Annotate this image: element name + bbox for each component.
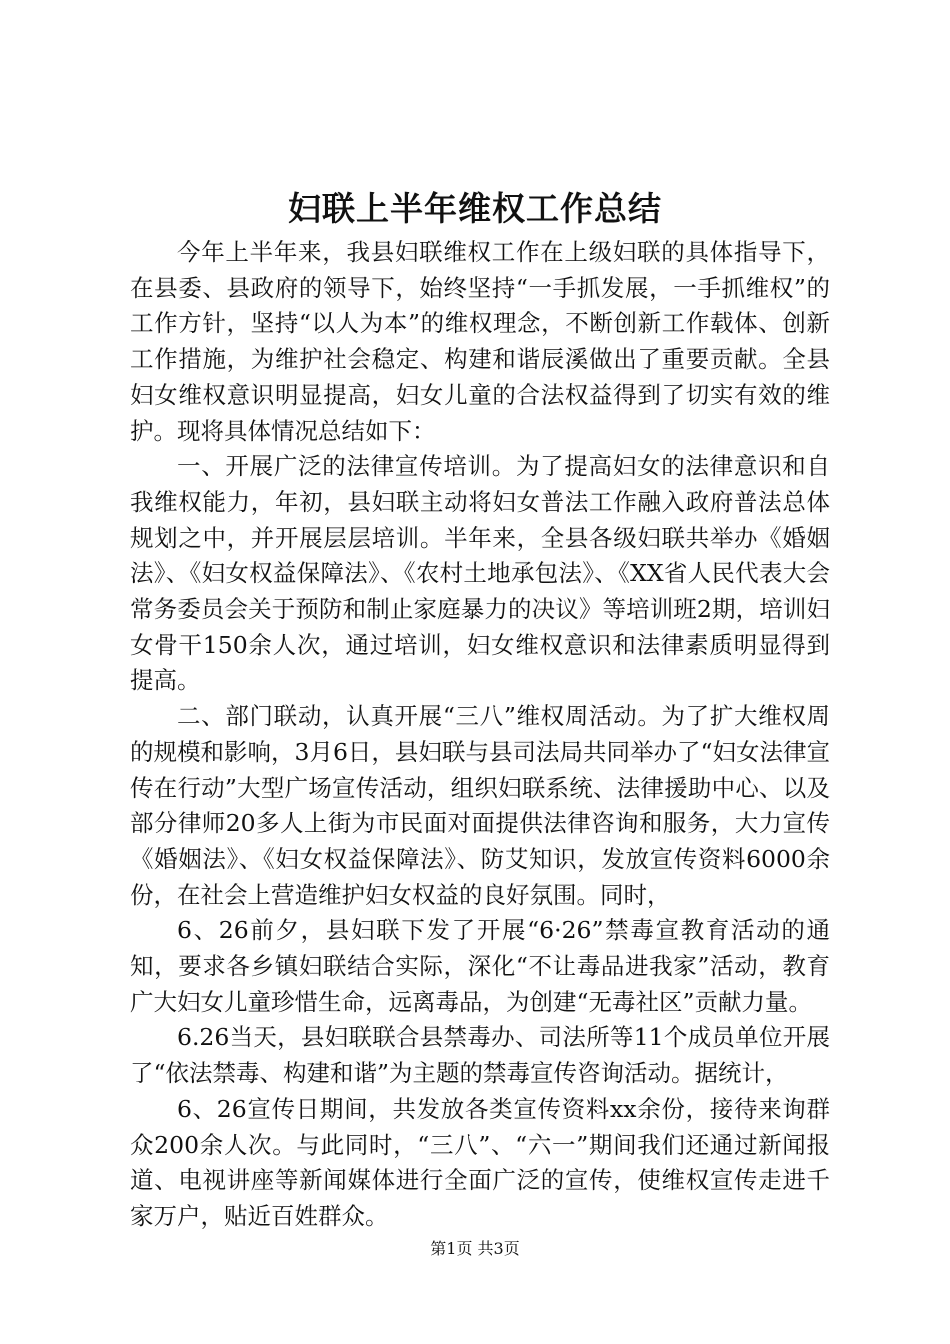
document-body — [130, 235, 830, 1235]
paragraph-anti-drug-notice: 6、26前夕，县妇联下发了开展“6·26”禁毒宣教育活动的通知，要求各乡镇妇联结合实际，深化“不让毒品进我家”活动，教育广大妇女儿童珍惜生命，远离毒品，为创建“无毒社区”贡献力量。 — [130, 916, 830, 1016]
paragraph-anti-drug-event: 6.26当天，县妇联联合县禁毒办、司法所等11个成员单位开展了“依法禁毒、构建和谐”为主题的禁毒宣传咨询活动。据统计， — [130, 1023, 830, 1088]
page-number: 第1页 共3页 — [430, 1239, 520, 1258]
paragraph-intro: 今年上半年来，我县妇联维权工作在上级妇联的具体指导下，在县委、县政府的领导下，始终坚持“一手抓发展，一手抓维权”的工作方针，坚持“以人为本”的维权理念，不断创新工作载体、创新工作措施，为维护社会稳定、构建和谐辰溪做出了重要贡献。全县妇女维权意识明显提高，妇女儿童的合法权益得到了切实有效的维护。现将具体情况总结如下： — [130, 238, 830, 445]
paragraph-legal-training: 一、开展广泛的法律宣传培训。为了提高妇女的法律意识和自我维权能力，年初，县妇联主动将妇女普法工作融入政府普法总体规划之中，并开展层层培训。半年来，全县各级妇联共举办《婚姻法》、《妇女权益保障法》、《农村土地承包法》、《XX省人民代表大会常务委员会关于预防和制止家庭暴力的决议》等培训班2期，培训妇女骨干150余人次，通过培训，妇女维权意识和法律素质明显得到提高。 — [130, 452, 830, 695]
paragraph-publicity: 6、26宣传日期间，共发放各类宣传资料xx余份，接待来询群众200余人次。与此同时，“三八”、“六一”期间我们还通过新闻报道、电视讲座等新闻媒体进行全面广泛的宣传，使维权宣传走进千家万户，贴近百姓群众。 — [130, 1094, 830, 1230]
paragraph-march-eighth: 二、部门联动，认真开展“三八”维权周活动。为了扩大维权周的规模和影响，3月6日，县妇联与县司法局共同举办了“妇女法律宣传在行动”大型广场宣传活动，组织妇联系统、法律援助中心、以及部分律师20多人上街为市民面对面提供法律咨询和服务，大力宣传《婚姻法》、《妇女权益保障法》、防艾知识，发放宣传资料6000余份，在社会上营造维护妇女权益的良好氛围。同时， — [130, 702, 830, 909]
document-title: 妇联上半年维权工作总结 — [288, 189, 662, 228]
